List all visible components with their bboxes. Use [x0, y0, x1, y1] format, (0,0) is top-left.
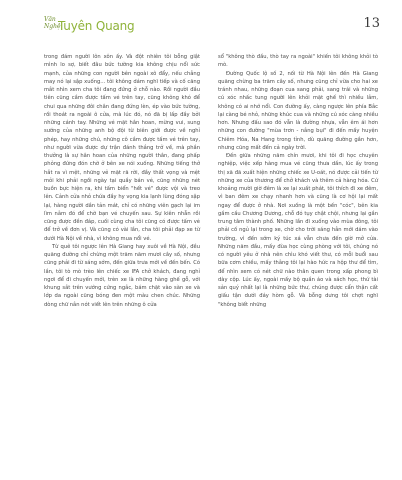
magazine-logo-title: Tuyên Quang — [58, 19, 135, 33]
logo-word-nghe: Nghệ — [44, 23, 61, 30]
paragraph: Từ quê tôi ngược lên Hà Giang hay xuôi về Hà Nội, đều quãng đường chỉ chừng một trăm năm mươi cây số, nhưng cũng phải đi từ sáng sớm, đến giữa trưa mới về đến bến. Có lần, tôi tò mò trèo lên chiếc xe IFA chở khách, đang nghỉ ngơi để đi chuyến mới, trèn xe là những hàng ghế gỗ, với khung sắt trên vướng cứng ngắc, bám chặt vào sàn xe và lớp da ngoài cũng bóng đen một màu chen chúc. Những dòng chữ nắn nót viết lên trên những ô cửa — [44, 243, 200, 308]
right-text-column — [218, 53, 378, 309]
paragraph: trong đám người lôn xôn ấy. Và đột nhiên tôi bỗng giật mình lo sợ, biết đâu bức tường kia không chịu nổi sức mạnh, của những con người bên ngoài xô đẩy, nếu chẳng may nó lại sập xuống... tôi không dám nghĩ tiếp và cố căng mắt nhìn xem cha tôi đang đứng ở chỗ nào. Rồi người đầu tiên cũng cầm được tấm vé trên tay, cũng không khó để chui qua những đôi chân đang đứng lèn, ép vào bức tường, rồi thoát ra ngoài ô cửa, mà lúc đó, nó đã bị lấp đầy bởi những cánh tay. Những vé mặt hân hoan, mừng vui, sung sướng của những anh bộ đội từ biên giới được về nghỉ phép, hay những chú, những cô cầm được tấm vé trên tay, như người vừa được dự trận đánh thắng trở về, mà phần thưởng là sự hân hoan của những người thân, đang phấp phỏng đứng đón chờ ở bên xe nói xuống. Những tiếng thở hắt ra vì mệt, những vẻ mặt rã rời, đầy thất vọng và mệt mỏi khi phải ngồi ngày tại quầy bán vé, cũng những nét buồn bực hiện ra, khi tấm biển "hết vé" được vội và treo lên. Cảnh cửa nhỏ chứa đầy hy vọng kia lạnh lùng đóng sập lại, hàng người dần tản mát, chỉ có những viên gạch lại im lìm nằm đó để chờ bạn vé chuyến sau. Sự kiên nhẫn rồi cũng được đền đáp, cuối cùng cha tôi cũng có được tấm vé để trở về đơn vị. Và cũng có vài lần, cha tôi phải đạp xe từ dưới Hà Nội về nhà, vì không mua nổi vé. — [44, 54, 200, 242]
left-text-column — [44, 53, 200, 309]
paragraph: sổ "không thò đầu, thò tay ra ngoài" khiến tôi không khỏi tò mò. — [218, 54, 378, 69]
page-header — [44, 16, 380, 38]
logo-word-van: Văn — [44, 16, 56, 23]
paragraph: Đến giữa những năm chín mươi, khi tôi đi học chuyên nghiệp, việc xếp hàng mua vé cũng thưa dần, lúc ấy trong thị xã đã xuất hiện những chiếc xe U-oát, nó được cải tiến từ những xe của thương để chở khách và thêm cả hàng hóa. Cứ khoảng mười giờ đêm là xe lại xuất phát, tôi thích đi xe đêm, vì ban đêm xe chạy nhanh hơn và cũng là cơ hội lại mất ngay để được ở nhà. Nơi xuống là một bến "cóc", bên kia gầm cầu Chương Dương, chỗ đó tụy chật chội, nhưng lại gần trung tâm thành phố. Những lần đi xuống vào mùa đông, tôi phải cố ngủ lại trong xe, chờ cho trời sáng hẳn mới dám vào trường, vì đến sớm ký túc xá vẫn chưa đến giờ mở cửa. Những năm đầu, mấy đùa học cùng phòng với tôi, chúng nó có người yêu ở nhà nên chìu khó viết thư, có mỗi buổi sau bữa cơm chiều, mấy thằng tôi lại hào hức ra hộp thư để tìm, để nhìn xem có nét chữ nào thân quen trong xấp phong bì dày cộp. Lúc ấy, ngoài mấy bộ quần áo và sách học, thứ tài sản quý nhất lại là những bức thư, chúng được cẩn thận cất giấu tận dưới đáy hòm gỗ. Và bỗng dưng tôi chợt nghĩ "không biết những — [218, 153, 378, 308]
page-number: 13 — [363, 16, 380, 31]
paragraph: Đường Quốc lộ số 2, nối từ Hà Nội lên đến Hà Giang quãng chừng ba trăm cây số, nhưng cũng chỉ vừa cho hai xe tránh nhau, những đoạn cua sang phải, sang trái và những cú xóc nhấc tung người lên khỏi mặt ghế thì nhiều lắm, không có ai nhớ nổi. Con đường ấy, càng ngược lên phía Bắc lại càng bé nhỏ, những khúc cua và những cú xóc càng nhiều hơn. Nhưng đấu sao đó vẫn là đường nhựa, vẫn êm ái hơn những con đường "mùa trơn - nắng bụi" đi đến mấy huyện Chiêm Hóa, Na Hang trong tỉnh, dù quãng đường gần hơn, nhưng cũng mất đến cả ngày trời. — [218, 70, 378, 151]
